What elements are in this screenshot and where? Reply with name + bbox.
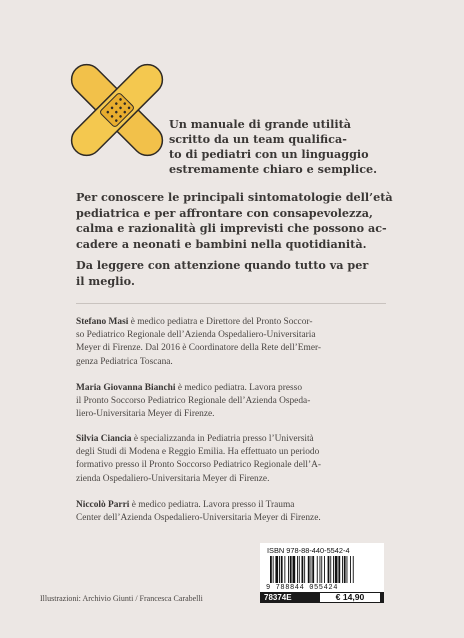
paragraph-line: calma e razionalità gli imprevisti che possono ac- (76, 221, 387, 235)
bio-text: è medico pediatra. Lavora presso il Trauma (129, 500, 295, 510)
barcode-bar (320, 556, 321, 583)
bio-text: è specializzanda in Pediatria presso l’Università (131, 434, 314, 444)
barcode-bar (342, 556, 343, 583)
barcode-bar (281, 556, 283, 583)
bio-text: è medico pediatra e Direttore del Pronto Soccor- (128, 317, 313, 327)
barcode-bar (353, 556, 354, 583)
author-name: Niccolò Parri (76, 500, 130, 510)
author-name: Maria Giovanna Bianchi (76, 383, 176, 393)
barcode-bar (293, 556, 296, 583)
illustration-credit: Illustrazioni: Archivio Giunti / Francesca Carabelli (40, 594, 203, 603)
paragraph-line: il meglio. (76, 273, 135, 288)
paragraph-line: cadere a neonati e bambini nella quotidianità. (76, 236, 367, 251)
barcode-bar (308, 556, 310, 583)
barcode-bar (273, 556, 274, 583)
barcode-bar (284, 556, 285, 583)
barcode-bar (324, 556, 325, 583)
barcode-bar (333, 556, 334, 583)
bio-line: formativo presso il Pronto Soccorso Pediatrico Regionale dell’A- (76, 460, 321, 471)
isbn-label: ISBN 978-88-440-5542-4 (267, 546, 350, 555)
barcode-bar (350, 556, 351, 583)
barcode-bar (347, 556, 348, 583)
ean-digits: 9 788844 055424 (266, 584, 339, 592)
paragraph-line: pediatrica e per affrontare con consapevolezza, (76, 205, 373, 220)
barcode-bar (344, 556, 346, 583)
author-name: Stefano Masi (76, 317, 129, 327)
bio-line: Meyer di Firenze. Dal 2016 è Coordinatore della Rete dell’Emer- (76, 343, 322, 354)
bio-line: so Pediatrico Regionale dell’Azienda Ospedaliero-Universitaria (76, 330, 316, 341)
barcode-bar (312, 556, 314, 583)
barcode-bar (302, 556, 304, 583)
barcode-bar (317, 556, 318, 583)
blurb-line: to di pediatri con un linguaggio (169, 147, 369, 161)
bio-line: genza Pediatrica Toscana. (76, 356, 173, 367)
author-bio (76, 316, 396, 369)
purpose-paragraph (76, 190, 396, 252)
bio-line: zienda Ospedaliero-Universitaria Meyer di Firenze. (76, 473, 270, 484)
price-label: € 14,90 (320, 593, 380, 602)
barcode-bar (299, 556, 300, 583)
author-bio (76, 433, 396, 486)
divider (76, 303, 386, 304)
barcode-bar (304, 556, 305, 583)
blurb-line: scritto da un team qualifica- (169, 132, 347, 146)
reading-advice-paragraph (76, 258, 396, 289)
barcode-bar (270, 556, 272, 583)
blurb-line: Un manuale di grande utilità (169, 117, 352, 131)
barcode-bar (328, 556, 330, 583)
blurb-line: estremamente chiaro e semplice. (169, 162, 378, 176)
blurb (169, 117, 389, 177)
author-bio (76, 382, 396, 422)
crossed-bandages-icon (62, 55, 172, 165)
barcode-panel (260, 543, 384, 603)
barcode-bar (311, 556, 312, 583)
paragraph-line: Da leggere con attenzione quando tutto va per (76, 258, 369, 272)
product-code: 78374E (264, 593, 292, 602)
bio-text: è medico pediatra. Lavora presso (175, 383, 303, 393)
barcode-bar (290, 556, 292, 583)
barcode-bar (297, 556, 298, 583)
barcode-bar (321, 556, 322, 583)
author-bio (76, 499, 396, 525)
bio-line: liero-Universitaria Meyer di Firenze. (76, 409, 215, 420)
code-strip (260, 592, 384, 603)
barcode-bar (330, 556, 331, 583)
barcode-bar (275, 556, 278, 583)
barcode-bar (279, 556, 280, 583)
bio-line: il Pronto Soccorso Pediatrico Regionale dell’Azienda Ospeda- (76, 396, 311, 407)
barcode-bar (335, 556, 338, 583)
barcode-bar (288, 556, 289, 583)
bio-line: degli Studi di Modena e Reggio Emilia. Ha effettuato un periodo (76, 447, 320, 458)
paragraph-line: Per conoscere le principali sintomatologie dell’età (76, 190, 393, 204)
author-name: Silvia Ciancia (76, 434, 132, 444)
barcode-bar (338, 556, 340, 583)
bio-line: Center dell’Azienda Ospedaliero-Universitaria Meyer di Firenze. (76, 513, 321, 524)
